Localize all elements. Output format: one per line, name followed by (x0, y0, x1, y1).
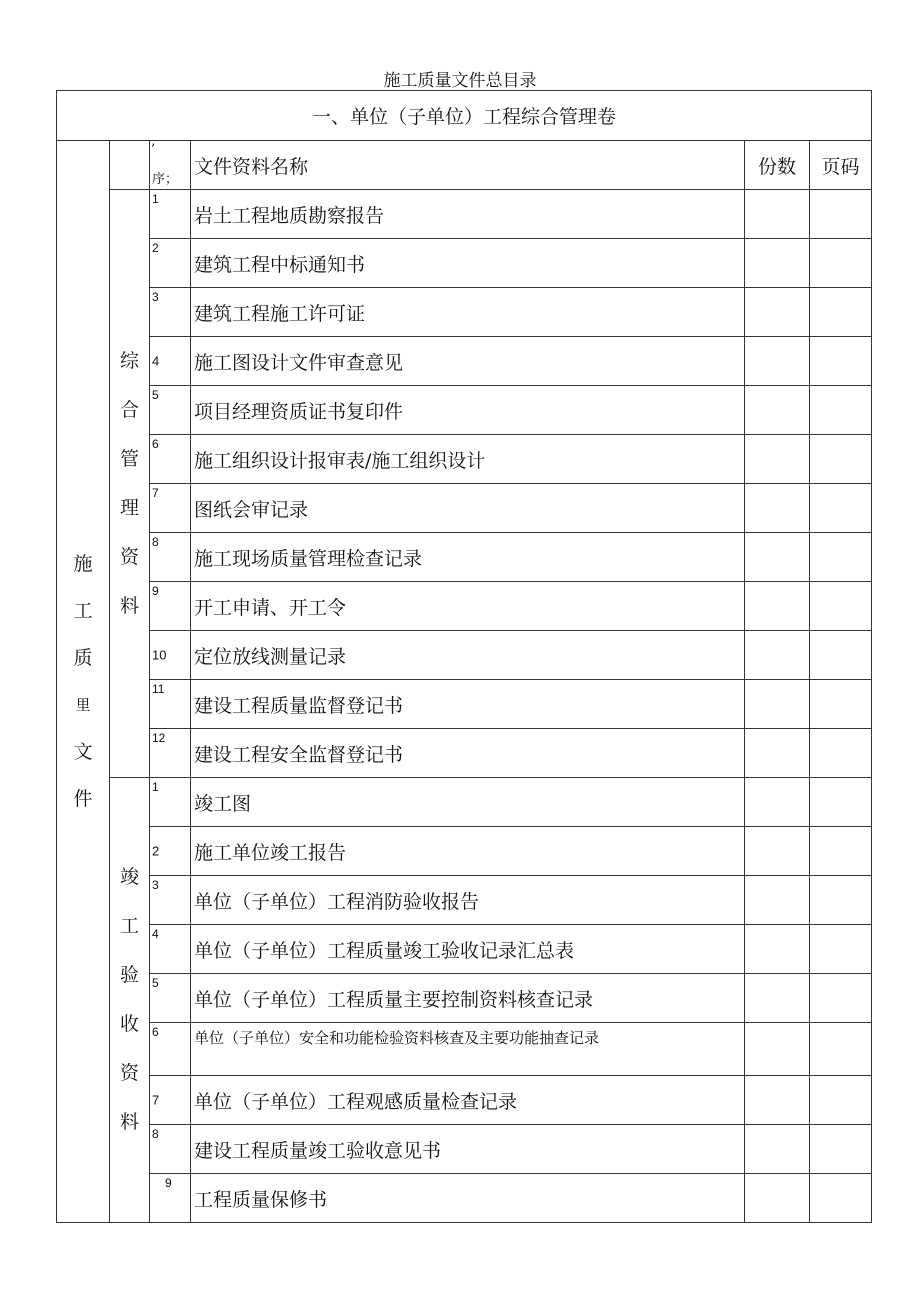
pages-cell (810, 680, 872, 729)
copies-cell (745, 533, 810, 582)
row-number: 8 (150, 1125, 191, 1174)
pages-cell (810, 876, 872, 925)
table-row (57, 386, 872, 435)
row-number: 12 (150, 729, 191, 778)
table-row (57, 190, 872, 239)
copies-cell (745, 827, 810, 876)
table-row (57, 1174, 872, 1223)
table-row (57, 827, 872, 876)
file-name: 建筑工程中标通知书 (191, 239, 745, 288)
file-name: 竣工图 (191, 778, 745, 827)
copies-cell (745, 1076, 810, 1125)
file-name: 岩土工程地质勘察报告 (191, 190, 745, 239)
row-number: 7 (150, 484, 191, 533)
row-number: 6 (150, 435, 191, 484)
header-row (57, 141, 872, 190)
table-row (57, 1023, 872, 1076)
row-number: 1 (150, 190, 191, 239)
pages-cell (810, 533, 872, 582)
table-row (57, 1125, 872, 1174)
category-construction-quality-files: 施 工 质 里 文 件 (57, 141, 110, 1223)
copies-cell (745, 288, 810, 337)
file-name: 建设工程质量竣工验收意见书 (191, 1125, 745, 1174)
row-number: 7 (150, 1076, 191, 1125)
row-number: 5 (150, 974, 191, 1023)
pages-cell (810, 484, 872, 533)
row-number: 2 (150, 827, 191, 876)
table-row (57, 680, 872, 729)
pages-cell (810, 190, 872, 239)
file-name: 开工申请、开工令 (191, 582, 745, 631)
file-name: 单位（子单位）工程质量竣工验收记录汇总表 (191, 925, 745, 974)
row-number: 10 (150, 631, 191, 680)
file-name: 单位（子单位）工程质量主要控制资料核查记录 (191, 974, 745, 1023)
table-row (57, 876, 872, 925)
pages-cell (810, 925, 872, 974)
copies-cell (745, 680, 810, 729)
copies-cell (745, 1174, 810, 1223)
file-name: 单位（子单位）工程观感质量检查记录 (191, 1076, 745, 1125)
row-number: 9 (150, 1174, 191, 1223)
table-row (57, 729, 872, 778)
copies-cell (745, 876, 810, 925)
table-row (57, 337, 872, 386)
file-name: 单位（子单位）工程消防验收报告 (191, 876, 745, 925)
copies-cell (745, 1125, 810, 1174)
copies-cell (745, 582, 810, 631)
copies-cell (745, 974, 810, 1023)
catalog-table (56, 90, 872, 1223)
file-name: 工程质量保修书 (191, 1174, 745, 1223)
header-pages: 页码 (810, 141, 872, 190)
file-name: 建设工程质量监督登记书 (191, 680, 745, 729)
pages-cell (810, 288, 872, 337)
header-copies: 份数 (745, 141, 810, 190)
row-number: 3 (150, 876, 191, 925)
header-blank (110, 141, 150, 190)
copies-cell (745, 778, 810, 827)
pages-cell (810, 729, 872, 778)
copies-cell (745, 435, 810, 484)
row-number: 11 (150, 680, 191, 729)
file-name: 施工单位竣工报告 (191, 827, 745, 876)
table-row (57, 631, 872, 680)
pages-cell (810, 386, 872, 435)
row-number: 2 (150, 239, 191, 288)
file-name: 施工现场质量管理检查记录 (191, 533, 745, 582)
table-row (57, 533, 872, 582)
pages-cell (810, 1076, 872, 1125)
table-row (57, 582, 872, 631)
table-row (57, 435, 872, 484)
row-number: 4 (150, 337, 191, 386)
pages-cell (810, 1023, 872, 1076)
file-name: 单位（子单位）安全和功能检验资料核查及主要功能抽查记录 (191, 1023, 745, 1076)
volume-title: 一、单位（子单位）工程综合管理卷 (57, 91, 872, 141)
header-name: 文件资料名称 (191, 141, 745, 190)
category-completion-acceptance: 竣 工 验 收 资 料 (110, 778, 150, 1223)
copies-cell (745, 239, 810, 288)
pages-cell (810, 974, 872, 1023)
copies-cell (745, 386, 810, 435)
row-number: 4 (150, 925, 191, 974)
row-number: 5 (150, 386, 191, 435)
pages-cell (810, 582, 872, 631)
copies-cell (745, 337, 810, 386)
document-title: 施工质量文件总目录 (383, 71, 537, 91)
table-row (57, 239, 872, 288)
header-seq: ’ 序； (150, 141, 191, 190)
table-row (57, 778, 872, 827)
table-row (57, 484, 872, 533)
pages-cell (810, 435, 872, 484)
pages-cell (810, 827, 872, 876)
table-row (57, 1076, 872, 1125)
row-number: 9 (150, 582, 191, 631)
category-general-management: 综 合 管 理 资 料 (110, 190, 150, 778)
row-number: 6 (150, 1023, 191, 1076)
copies-cell (745, 925, 810, 974)
file-name: 项目经理资质证书复印件 (191, 386, 745, 435)
row-number: 8 (150, 533, 191, 582)
table-row (57, 288, 872, 337)
table-row (57, 974, 872, 1023)
copies-cell (745, 1023, 810, 1076)
file-name: 图纸会审记录 (191, 484, 745, 533)
row-number: 3 (150, 288, 191, 337)
pages-cell (810, 337, 872, 386)
copies-cell (745, 729, 810, 778)
file-name: 施工图设计文件审查意见 (191, 337, 745, 386)
copies-cell (745, 631, 810, 680)
pages-cell (810, 1125, 872, 1174)
pages-cell (810, 1174, 872, 1223)
file-name: 建筑工程施工许可证 (191, 288, 745, 337)
file-name: 施工组织设计报审表/施工组织设计 (191, 435, 745, 484)
pages-cell (810, 631, 872, 680)
copies-cell (745, 190, 810, 239)
file-name: 建设工程安全监督登记书 (191, 729, 745, 778)
pages-cell (810, 778, 872, 827)
file-name: 定位放线测量记录 (191, 631, 745, 680)
pages-cell (810, 239, 872, 288)
table-row (57, 925, 872, 974)
copies-cell (745, 484, 810, 533)
row-number: 1 (150, 778, 191, 827)
